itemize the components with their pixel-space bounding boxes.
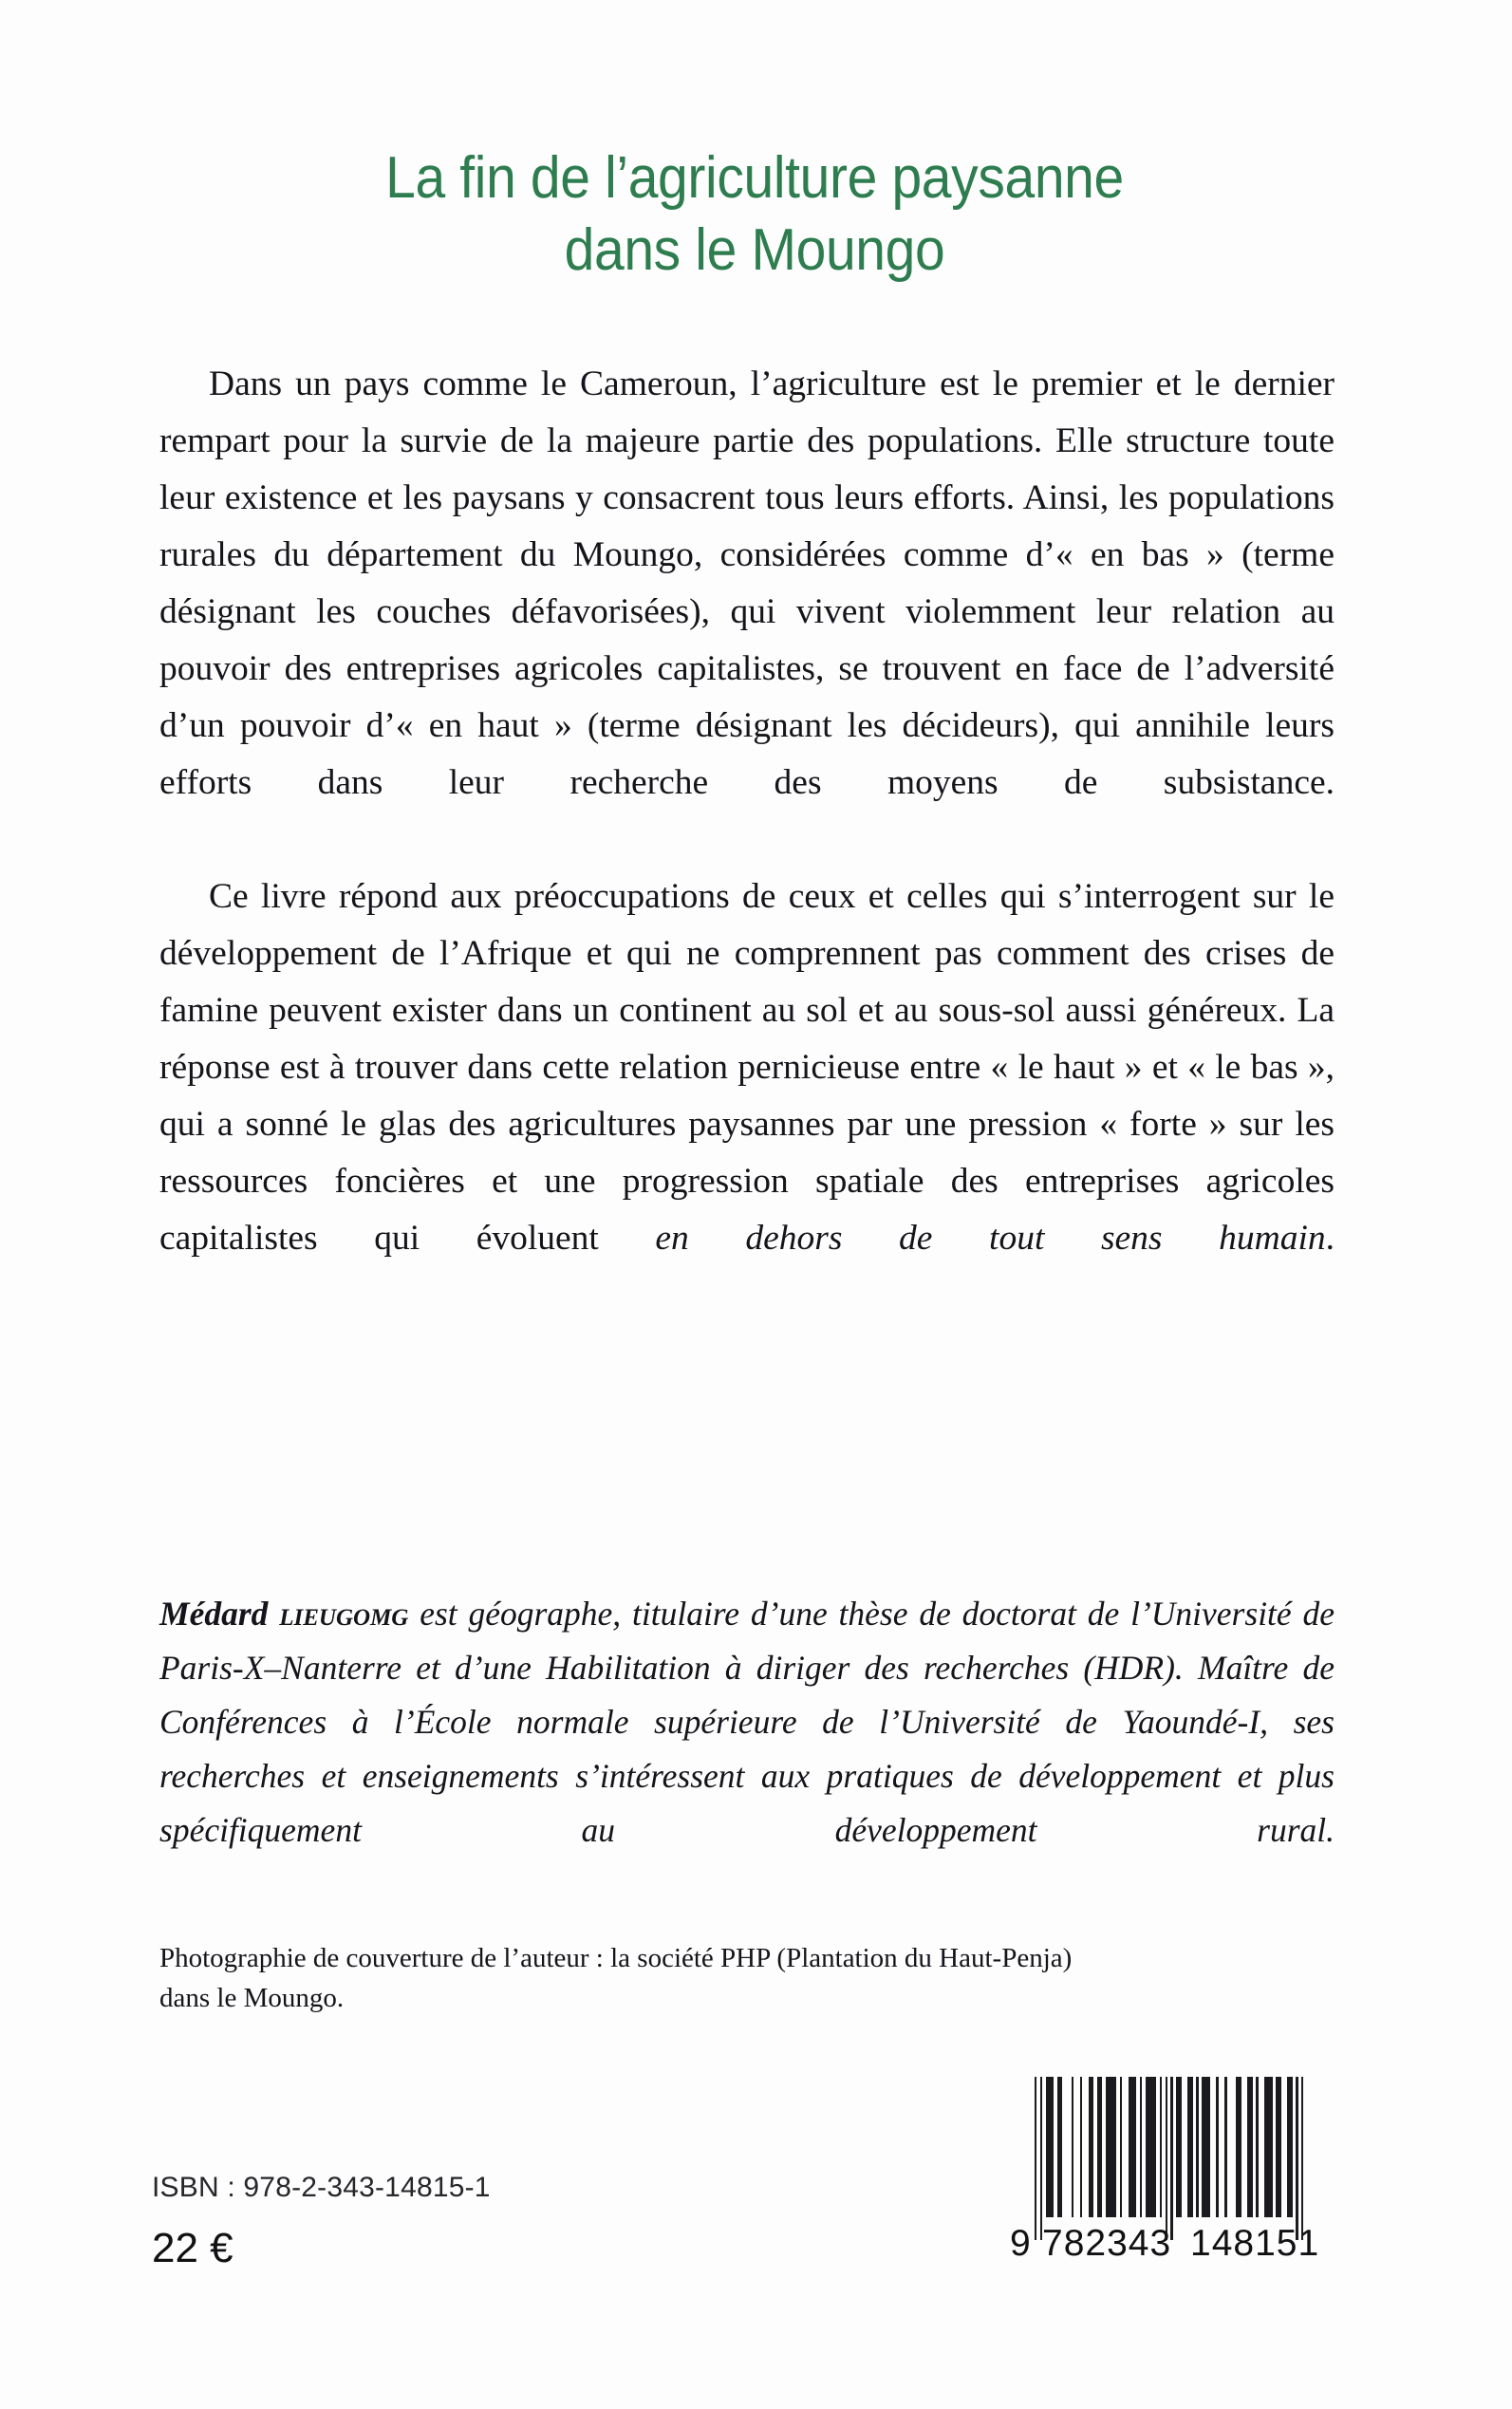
blurb-paragraph-2-text-b: . xyxy=(1325,1219,1335,1258)
author-bio-text: est géographe, titulaire d’une thèse de doctorat de l’Université de Paris-X–Nanterre et d’une Habilitation à diriger des recherches (HDR). Maître de Conférences à l’École normale supérieure de l’Université de Yaoundé-I, ses recherches et enseignements s’intéressent aux pratiques de développement et plus spécifiquement au développement rural. xyxy=(159,1595,1335,1849)
blurb-paragraph-1: Dans un pays comme le Cameroun, l’agriculture est le premier et le dernier rempart pour la survie de la majeure partie des populations. Elle structure toute leur existence et les paysans y consacrent tous leurs efforts. Ainsi, les populations rurales du département du Moungo, considérées comme d’« en bas » (terme désignant les couches défavorisées), qui vivent violemment leur relation au pouvoir des entreprises agricoles capitalistes, se trouvent en face de l’adversité d’un pouvoir d’« en haut » (terme désignant les décideurs), qui annihile leurs efforts dans leur recherche des moyens de subsistance. xyxy=(159,364,1335,802)
photo-credit-section xyxy=(159,1938,1346,2018)
book-title-line-2: dans le Moungo xyxy=(564,216,945,283)
photo-credit-line-2: dans le Moungo. xyxy=(159,1983,345,2013)
blurb-paragraph-2-emphasis: en dehors de tout sens humain xyxy=(655,1219,1326,1258)
blurb-section xyxy=(159,356,1335,1324)
price-text: 22 € xyxy=(152,2225,233,2271)
photo-credit-line-1: Photographie de couverture de l’auteur : la société PHP (Plantation du Haut-Penja) xyxy=(159,1943,1073,1973)
isbn-text: ISBN : 978-2-343-14815-1 xyxy=(152,2172,491,2203)
book-title xyxy=(152,142,1357,286)
book-title-line-1: La fin de l’agriculture paysanne xyxy=(385,145,1124,211)
blurb-paragraph-2 xyxy=(159,868,1335,1324)
barcode-bars xyxy=(1010,2077,1308,2217)
author-bio-section xyxy=(159,1587,1335,1912)
blurb-paragraph-2-text-a: Ce livre répond aux préoccupations de ceux et celles qui s’interrogent sur le développement de l’Afrique et qui ne comprennent pas comment des crises de famine peuvent exister dans un continent au sol et au sous-sol aussi généreux. La réponse est à trouver dans cette relation pernicieuse entre « le haut » et « le bas », qui a sonné le glas des agricultures paysannes par une pression « forte » sur les ressources foncières et une progression spatiale des entreprises agricoles capitalistes qui évoluent xyxy=(159,877,1335,1258)
barcode-digits xyxy=(1010,2219,1320,2265)
barcode-digit-group-left: 9 xyxy=(1010,2223,1032,2264)
author-last-name: lieugomg xyxy=(279,1595,409,1633)
ean-barcode xyxy=(1010,2077,1320,2286)
barcode-digit-group-mid: 782343 xyxy=(1042,2223,1172,2264)
barcode-digit-group-right: 148151 xyxy=(1190,2223,1320,2264)
author-first-name: Médard xyxy=(159,1595,269,1633)
author-bio-paragraph xyxy=(159,1587,1335,1912)
